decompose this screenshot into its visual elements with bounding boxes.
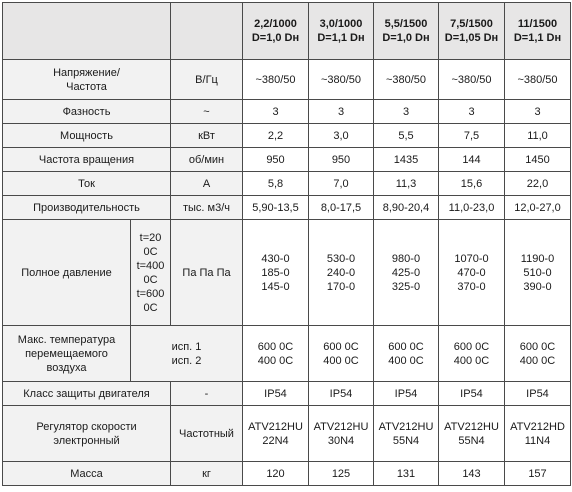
table-row (3, 196, 571, 220)
table-cell: IP54 (309, 382, 374, 406)
model-header (505, 3, 571, 60)
model-name: 11/1500 (517, 18, 558, 30)
table-cell: 131 (374, 462, 439, 486)
row-label: Масса (3, 462, 171, 486)
table-cell: 1070-0 470-0 370-0 (439, 220, 505, 326)
table-cell: 5,8 (243, 172, 309, 196)
table-cell: 8,90-20,4 (374, 196, 439, 220)
model-diameter: D=1,05 Dн (444, 32, 499, 44)
table-cell: 144 (439, 148, 505, 172)
table-cell: 22,0 (505, 172, 571, 196)
table-cell: ~380/50 (309, 60, 374, 100)
table-cell: 950 (309, 148, 374, 172)
row-variants: исп. 1 исп. 2 (131, 326, 243, 382)
table-cell: 3 (374, 100, 439, 124)
specifications-table (2, 2, 571, 486)
row-label: Фазность (3, 100, 171, 124)
table-cell: ATV212HU 55N4 (439, 406, 505, 462)
model-diameter: D=1,0 Dн (251, 32, 300, 44)
row-label: Регулятор скорости электронный (3, 406, 171, 462)
row-label: Полное давление (3, 220, 131, 326)
table-cell: 530-0 240-0 170-0 (309, 220, 374, 326)
model-name: 7,5/1500 (450, 18, 493, 30)
table-cell: 600 0С 400 0С (309, 326, 374, 382)
table-cell: 120 (243, 462, 309, 486)
row-label: Напряжение/ Частота (3, 60, 171, 100)
table-cell: 1435 (374, 148, 439, 172)
table-row (3, 220, 571, 326)
row-unit: - (171, 382, 243, 406)
table-cell: 11,3 (374, 172, 439, 196)
table-cell: 950 (243, 148, 309, 172)
row-label: Мощность (3, 124, 171, 148)
table-cell: 8,0-17,5 (309, 196, 374, 220)
table-row (3, 326, 571, 382)
table-cell: 3,0 (309, 124, 374, 148)
table-cell: ~380/50 (439, 60, 505, 100)
row-unit: ~ (171, 100, 243, 124)
table-row (3, 172, 571, 196)
row-unit: А (171, 172, 243, 196)
table-cell: 11,0-23,0 (439, 196, 505, 220)
header-empty-cell (3, 3, 171, 60)
row-label: Макс. температура перемещаемого воздуха (3, 326, 131, 382)
table-cell: 7,0 (309, 172, 374, 196)
row-label: Частота вращения (3, 148, 171, 172)
header-row (3, 3, 571, 60)
model-name: 2,2/1000 (254, 18, 297, 30)
table-cell: 11,0 (505, 124, 571, 148)
table-row (3, 124, 571, 148)
model-diameter: D=1,1 Dн (317, 32, 365, 44)
table-row (3, 100, 571, 124)
model-name: 3,0/1000 (319, 18, 363, 30)
table-cell: IP54 (505, 382, 571, 406)
row-unit: Па Па Па (171, 220, 243, 326)
table-cell: 3 (505, 100, 571, 124)
row-unit: об/мин (171, 148, 243, 172)
row-unit: тыс. м3/ч (171, 196, 243, 220)
row-unit: В/Гц (171, 60, 243, 100)
table-cell: 600 0С 400 0С (505, 326, 571, 382)
row-unit: кВт (171, 124, 243, 148)
table-cell: 980-0 425-0 325-0 (374, 220, 439, 326)
model-header (439, 3, 505, 60)
table-cell: 2,2 (243, 124, 309, 148)
table-cell: 5,90-13,5 (243, 196, 309, 220)
model-header (309, 3, 374, 60)
row-unit: Частотный (171, 406, 243, 462)
row-temperature-conditions: t=20 0С t=400 0С t=600 0С (131, 220, 171, 326)
table-cell: ATV212HD 11N4 (505, 406, 571, 462)
table-cell: 143 (439, 462, 505, 486)
table-cell: ATV212HU 55N4 (374, 406, 439, 462)
model-header (374, 3, 439, 60)
table-cell: 600 0С 400 0С (374, 326, 439, 382)
table-cell: IP54 (243, 382, 309, 406)
table-cell: 125 (309, 462, 374, 486)
table-cell: 5,5 (374, 124, 439, 148)
table-cell: 15,6 (439, 172, 505, 196)
model-diameter: D=1,0 Dн (382, 32, 430, 44)
row-label: Ток (3, 172, 171, 196)
model-name: 5,5/1500 (384, 18, 428, 30)
table-cell: 7,5 (439, 124, 505, 148)
table-cell: 3 (243, 100, 309, 124)
table-row (3, 382, 571, 406)
table-row (3, 406, 571, 462)
table-cell: ATV212HU 22N4 (243, 406, 309, 462)
table-cell: ~380/50 (505, 60, 571, 100)
table-cell: 3 (439, 100, 505, 124)
row-label: Производительность (3, 196, 171, 220)
table-cell: IP54 (439, 382, 505, 406)
model-diameter: D=1,1 Dн (513, 32, 562, 44)
table-cell: 600 0С 400 0С (439, 326, 505, 382)
table-cell: 157 (505, 462, 571, 486)
model-header (243, 3, 309, 60)
table-cell: 600 0С 400 0С (243, 326, 309, 382)
table-cell: 3 (309, 100, 374, 124)
table-cell: 430-0 185-0 145-0 (243, 220, 309, 326)
table-row (3, 462, 571, 486)
table-cell: ~380/50 (243, 60, 309, 100)
table-row (3, 148, 571, 172)
table-cell: 12,0-27,0 (505, 196, 571, 220)
table-cell: ATV212HU 30N4 (309, 406, 374, 462)
header-empty-cell (171, 3, 243, 60)
table-row (3, 60, 571, 100)
row-unit: кг (171, 462, 243, 486)
table-cell: ~380/50 (374, 60, 439, 100)
table-cell: 1190-0 510-0 390-0 (505, 220, 571, 326)
table-cell: 1450 (505, 148, 571, 172)
table-cell: IP54 (374, 382, 439, 406)
row-label: Класс защиты двигателя (3, 382, 171, 406)
